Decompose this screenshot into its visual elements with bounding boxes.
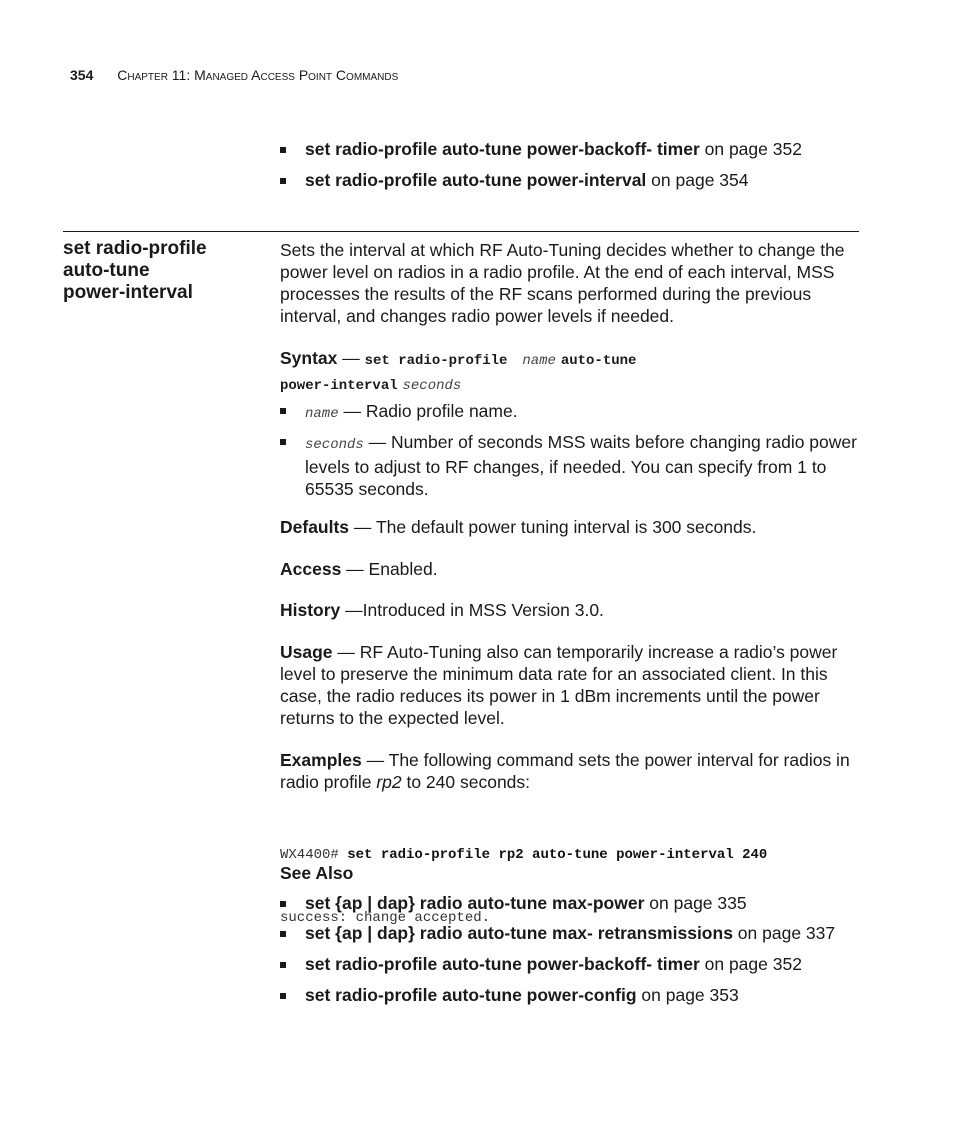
see-also-item — [280, 923, 835, 944]
syntax-cmd: power-interval — [280, 378, 398, 394]
ref-command[interactable]: set radio-profile auto-tune power-config — [305, 985, 637, 1005]
syntax-label: Syntax — [280, 348, 338, 368]
examples-label: Examples — [280, 750, 362, 770]
access-text: — Enabled. — [341, 559, 438, 579]
code-prompt: WX4400# — [280, 847, 348, 863]
code-output: success: change accepted. — [280, 910, 491, 926]
examples-text: to 240 seconds: — [401, 772, 531, 792]
history-paragraph — [280, 599, 865, 621]
syntax-arg: seconds — [402, 378, 462, 394]
top-ref-item — [280, 170, 749, 191]
ref-page: on page 354 — [651, 170, 749, 190]
syntax-arg: name — [522, 353, 556, 369]
section-divider — [63, 231, 859, 232]
syntax-dash: — — [337, 348, 365, 368]
section-heading-line: set radio-profile — [63, 238, 207, 259]
ref-command[interactable]: set radio-profile auto-tune power-backoff- timer — [305, 954, 700, 974]
bullet-square-icon — [280, 408, 286, 414]
ref-page: on page 335 — [649, 893, 747, 913]
syntax-cmd: auto-tune — [560, 353, 637, 369]
ref-command[interactable]: set {ap | dap} radio auto-tune max- retransmissions — [305, 923, 733, 943]
access-label: Access — [280, 559, 342, 579]
bullet-square-icon — [280, 931, 286, 937]
syntax-cmd: set radio-profile — [364, 353, 508, 369]
chapter-title: Chapter 11: Managed Access Point Commands — [117, 67, 399, 83]
param-desc: — Number of seconds MSS waits before changing radio power levels to adjust to RF changes, if needed. You can specify from 1 to 65535 seconds. — [305, 432, 857, 499]
usage-paragraph — [280, 641, 865, 729]
top-ref-item — [280, 139, 802, 160]
examples-profile: rp2 — [376, 772, 402, 792]
section-heading — [63, 238, 263, 304]
bullet-square-icon — [280, 178, 286, 184]
code-command: set radio-profile rp2 auto-tune power-interval 240 — [347, 847, 768, 863]
history-text: —Introduced in MSS Version 3.0. — [340, 600, 604, 620]
defaults-paragraph — [280, 516, 865, 538]
history-label: History — [280, 600, 341, 620]
examples-paragraph — [280, 749, 865, 793]
section-heading-line: auto-tune — [63, 260, 150, 281]
section-heading-line: power-interval — [63, 282, 193, 303]
param-item — [280, 431, 860, 500]
bullet-square-icon — [280, 993, 286, 999]
ref-page: on page 352 — [704, 954, 802, 974]
ref-command[interactable]: set {ap | dap} radio auto-tune max-power — [305, 893, 645, 913]
bullet-square-icon — [280, 901, 286, 907]
param-name: name — [305, 406, 339, 422]
usage-label: Usage — [280, 642, 333, 662]
defaults-label: Defaults — [280, 517, 350, 537]
bullet-square-icon — [280, 439, 286, 445]
see-also-item — [280, 954, 802, 975]
syntax-block — [280, 347, 865, 397]
bullet-square-icon — [280, 147, 286, 153]
see-also-heading: See Also — [280, 863, 354, 883]
access-paragraph — [280, 558, 865, 580]
param-item — [280, 400, 860, 425]
ref-page: on page 352 — [704, 139, 802, 159]
see-also-item — [280, 893, 747, 914]
bullet-square-icon — [280, 962, 286, 968]
param-name: seconds — [305, 437, 364, 453]
page-number: 354 — [70, 67, 94, 83]
ref-command[interactable]: set radio-profile auto-tune power-interval — [305, 170, 647, 190]
ref-page: on page 353 — [641, 985, 739, 1005]
see-also-item — [280, 985, 739, 1006]
page-header — [70, 67, 398, 83]
ref-command[interactable]: set radio-profile auto-tune power-backoff- timer — [305, 139, 700, 159]
ref-page: on page 337 — [737, 923, 836, 943]
param-desc: — Radio profile name. — [338, 401, 518, 421]
usage-text: — RF Auto-Tuning also can temporarily increase a radio’s power level to preserve the minimum data rate for an associated client. In this case, the radio reduces its power in 1 dBm increments until the power returns to the expected level. — [280, 642, 838, 728]
examples-text: — The following command sets the power interval for radios in radio profile — [280, 750, 850, 792]
defaults-text: — The default power tuning interval is 300 seconds. — [349, 517, 757, 537]
intro-paragraph: Sets the interval at which RF Auto-Tuning decides whether to change the power level on radios in a radio profile. At the end of each interval, MSS processes the results of the RF scans performed during the previous interval, and changes radio power levels if needed. — [280, 240, 845, 326]
